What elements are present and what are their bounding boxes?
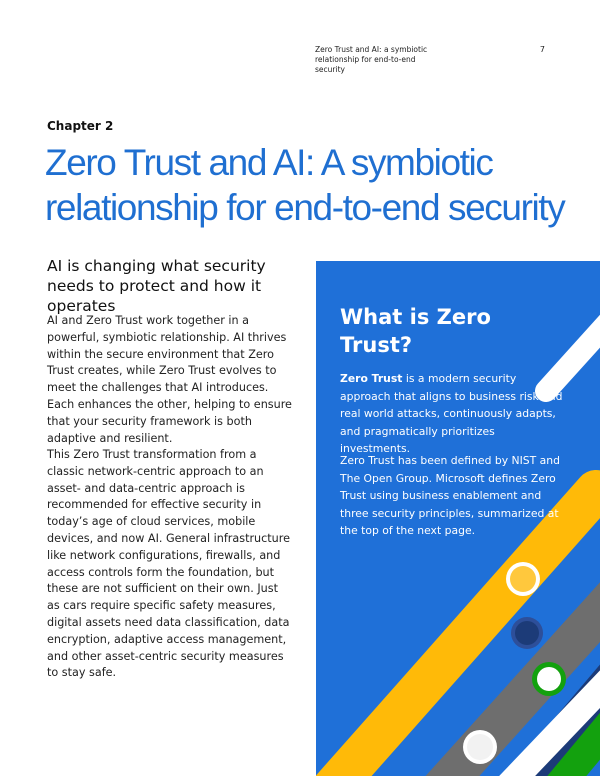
body-paragraph-1: AI and Zero Trust work together in a powerful, symbiotic relationship. AI thrives within the secure environment that Zero Trust creates, while Zero Trust evolves to meet the challenges that AI introduces. Each enhances the other, helping to ensure that your security framework is both adaptive and resilient. xyxy=(47,314,292,445)
zero-trust-bold: Zero Trust xyxy=(340,372,403,385)
yellow-circle-inner xyxy=(510,566,536,592)
chapter-label: Chapter 2 xyxy=(47,119,114,133)
header-title: Zero Trust and AI: a symbiotic relationship for end-to-end security xyxy=(315,45,428,74)
sidebar-title: What is Zero Trust? xyxy=(340,305,491,357)
navy-circle-inner xyxy=(515,621,539,645)
green-circle-inner xyxy=(537,667,561,691)
sidebar-text-1-rest: is a modern security approach that aligns to business risk and real world attacks, continuously adapts, and pragmatically prioritizes investments. xyxy=(340,372,563,455)
body-paragraph-2: This Zero Trust transformation from a classic network-centric approach to an asset- and data-centric approach is recommended for effective security in today’s age of cloud services, mobile devices, and now AI. General infrastructure like network configurations, firewalls, and access controls form the foundation, but these are not sufficient on their own. Just as cars require specific safety measures, digital assets need data classification, data encryption, adaptive access management, and other asset-centric security measures to stay safe. xyxy=(47,448,291,680)
sidebar-panel xyxy=(316,261,600,776)
sidebar-text-1 xyxy=(340,370,565,458)
sidebar-text-2: Zero Trust has been defined by NIST and The Open Group. Microsoft defines Zero Trust using business enablement and three security principles, summarized at the top of the next page. xyxy=(340,454,560,537)
white-circle-inner xyxy=(467,734,493,760)
running-header xyxy=(315,45,545,75)
page-title: Zero Trust and AI: A symbiotic relationship for end-to-end security xyxy=(45,142,565,228)
section-subtitle: AI is changing what security needs to protect and how it operates xyxy=(47,257,266,315)
page-number: 7 xyxy=(539,45,545,54)
